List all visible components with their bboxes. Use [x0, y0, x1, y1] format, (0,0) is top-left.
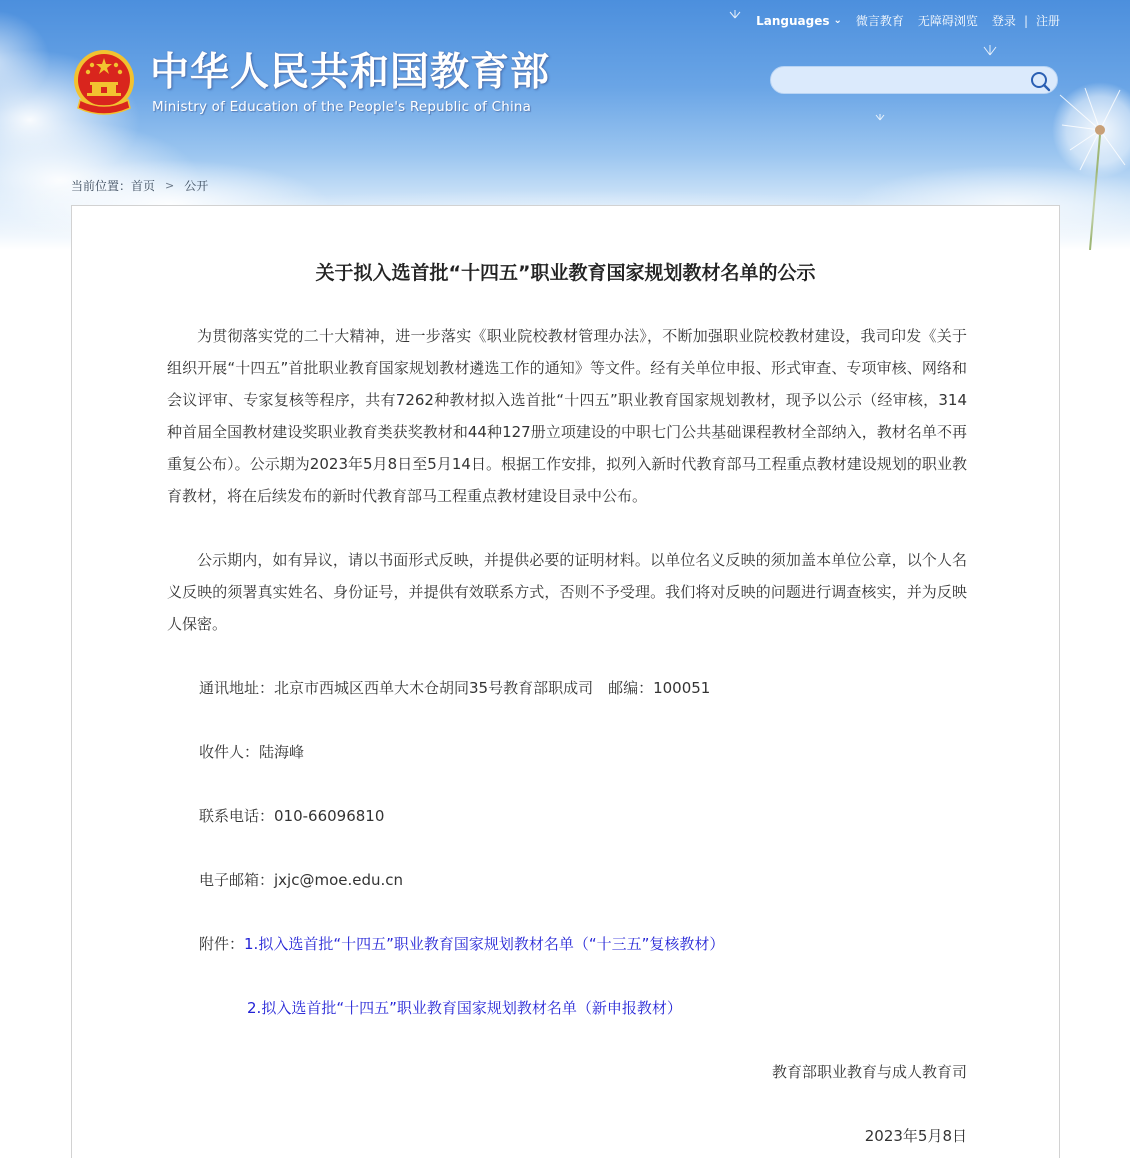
attachment-row-1	[167, 928, 967, 960]
attachment-label: 附件：	[199, 935, 245, 953]
breadcrumb-current[interactable]: 公开	[184, 179, 209, 193]
breadcrumb-home[interactable]: 首页	[131, 179, 156, 193]
signature: 教育部职业教育与成人教育司	[771, 1063, 967, 1081]
article-container	[71, 205, 1060, 1158]
languages-label: Languages	[756, 13, 830, 28]
attachment-row-2	[167, 992, 967, 1024]
search-icon[interactable]	[1029, 70, 1051, 92]
breadcrumb-label: 当前位置：	[71, 179, 132, 193]
site-title[interactable]: 中华人民共和国教育部	[150, 50, 551, 95]
article-paragraph-1: 为贯彻落实党的二十大精神，进一步落实《职业院校教材管理办法》，不断加强职业院校教材建设，我司印发《关于组织开展“十四五”首批职业教育国家规划教材遴选工作的通知》等文件。经有关单位申报、形式审查、专项审核、网络和会议评审、专家复核等程序，共有7262种教材拟入选首批“十四五”职业教育国家规划教材，现予以公示（经审核，314种首届全国教材建设奖职业教育类获奖教材和44种127册立项建设的中职七门公共基础课程教材全部纳入，教材名单不再重复公布）。公示期为2023年5月8日至5月14日。根据工作安排，拟列入新时代教育部马工程重点教材建设规划的职业教育教材，将在后续发布的新时代教育部马工程重点教材建设目录中公布。	[167, 327, 967, 505]
attachment-2-number[interactable]: 2.	[247, 999, 262, 1017]
breadcrumb	[71, 177, 208, 194]
contact-phone: 联系电话：010-66096810	[199, 807, 385, 825]
login-link[interactable]: 登录	[991, 14, 1016, 28]
contact-email: 电子邮箱：jxjc@moe.edu.cn	[199, 871, 404, 889]
chevron-down-icon: ⌄	[833, 15, 842, 26]
publish-date: 2023年5月8日	[864, 1127, 967, 1145]
weixin-link[interactable]: 微言教育	[855, 14, 904, 28]
search-input[interactable]	[785, 67, 1029, 95]
link-separator: |	[1023, 13, 1028, 28]
attachment-2-link[interactable]: 拟入选首批“十四五”职业教育国家规划教材名单（新申报教材）	[261, 999, 682, 1017]
contact-address: 通讯地址：北京市西城区西单大木仓胡同35号教育部职成司 邮编：100051	[199, 679, 711, 697]
national-emblem-icon[interactable]	[72, 48, 136, 116]
top-links	[756, 12, 1060, 29]
article-paragraph-2: 公示期内，如有异议，请以书面形式反映，并提供必要的证明材料。以单位名义反映的须加盖本单位公章，以个人名义反映的须署真实姓名、身份证号，并提供有效联系方式，否则不予受理。我们将对反映的问题进行调查核实，并为反映人保密。	[167, 551, 967, 633]
register-link[interactable]: 注册	[1035, 14, 1060, 28]
search-box	[770, 66, 1058, 94]
languages-menu[interactable]	[756, 14, 842, 28]
article-body	[167, 320, 967, 1152]
chevron-right-icon: >	[165, 179, 175, 192]
site-subtitle: Ministry of Education of the People's Republic of China	[152, 99, 532, 115]
article-title: 关于拟入选首批“十四五”职业教育国家规划教材名单的公示	[315, 262, 816, 284]
accessible-browse-link[interactable]: 无障碍浏览	[917, 14, 978, 28]
attachment-1-number[interactable]: 1.	[244, 935, 259, 953]
contact-recipient: 收件人：陆海峰	[199, 743, 305, 761]
attachment-1-link[interactable]: 拟入选首批“十四五”职业教育国家规划教材名单（“十三五”复核教材）	[258, 935, 725, 953]
